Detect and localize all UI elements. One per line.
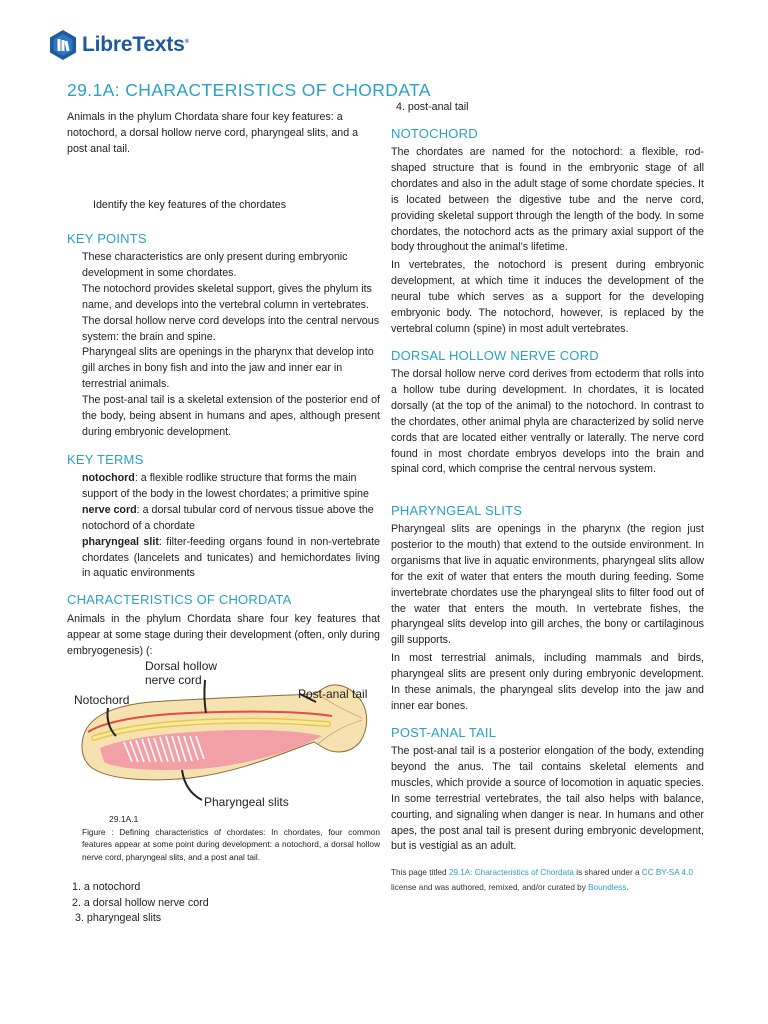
characteristics-paragraph: Animals in the phylum Chordata share four key features that appear at some stage during their development (often, only during embryogenesis) (: bbox=[67, 613, 380, 657]
figure-number: 29.1A.1 bbox=[109, 814, 139, 824]
key-term-definition: : a flexible rodlike structure that forms the main support of the body in the lowest chordates; a primitive spine bbox=[82, 472, 369, 500]
nerve-cord-leader bbox=[204, 680, 206, 713]
features-list-item: 4. post-anal tail bbox=[396, 101, 469, 113]
label-post-anal-tail: Post-anal tail bbox=[298, 687, 368, 701]
chordate-diagram bbox=[70, 658, 376, 816]
key-terms-list bbox=[82, 471, 380, 582]
notochord-paragraph-2: In vertebrates, the notochord is present during embryonic development, at which time it induces the development of the neural tube which serves as a support for the developing embryonic body. The notochord, however, is replaced by the vertebral column (spine) in most adult vertebrates. bbox=[391, 259, 704, 335]
key-term-item bbox=[82, 535, 380, 583]
nerve-cord-heading: DORSAL HOLLOW NERVE CORD bbox=[391, 348, 599, 363]
libretexts-logo-icon bbox=[48, 29, 78, 61]
label-nerve-cord-1: Dorsal hollow bbox=[145, 659, 218, 673]
author-link[interactable]: Boundless bbox=[588, 882, 627, 892]
notochord-paragraph-1: The chordates are named for the notochord: a flexible, rod-shaped structure that is found in the embryonic stage of all chordates and also in the adult stage of some chordate species. It is located between the digestive tube and the nerve cord, providing skeletal support through the length of the body. In some chordates, the notochord acts as the primary axial support of the body throughout the animal’s lifetime. bbox=[391, 146, 704, 254]
pharyngeal-paragraph-2: In most terrestrial animals, including mammals and birds, pharyngeal slits are present only during embryonic development. In these animals, the pharyngeal slits develop into the jaw and inner ear bones. bbox=[391, 652, 704, 712]
features-list-item: 3. pharyngeal slits bbox=[75, 912, 162, 924]
label-notochord: Notochord bbox=[74, 693, 130, 707]
license-notice: This page titled 29.1A: Characteristics of Chordata is shared under a CC BY-SA 4.0 license and was authored, remixed, and/or curated by Boundless. bbox=[391, 868, 693, 892]
brand-name: LibreTexts® bbox=[82, 33, 189, 56]
key-point-item: The notochord provides skeletal support, gives the phylum its name, and develops into the vertebral column in vertebrates. The dorsal hollow nerve cord develops into the central nervous system: the brain and spine. bbox=[82, 282, 380, 343]
features-list bbox=[72, 880, 372, 927]
post-anal-paragraph: The post-anal tail is a posterior elongation of the body, extending beyond the anus. The tail contains skeletal elements and muscles, which provide a source of locomotion in aquatic species. In some terrestrial vertebrates, the tail also helps with balance, courting, and signaling when danger is near. In humans and other apes, the post anal tail is present during embryonic development, but is vestigial as an adult. bbox=[391, 745, 704, 853]
features-list-item: 1. a notochord bbox=[72, 881, 141, 893]
intro-paragraph: Animals in the phylum Chordata share four key features: a notochord, a dorsal hollow nerve cord, pharyngeal slits, and a post anal tail. bbox=[67, 111, 359, 155]
label-nerve-cord-2: nerve cord bbox=[145, 673, 202, 687]
notochord-heading: NOTOCHORD bbox=[391, 126, 478, 141]
pharyngeal-paragraph-1: Pharyngeal slits are openings in the pharynx (the region just posterior to the mouth) that extend to the outside environment. In organisms that live in aquatic environments, pharyngeal slits allow for the exit of water that enters the mouth during feeding. Some invertebrate chordates use the pharyngeal slits to filter food out of the water that enters the mouth. In vertebrate fishes, the pharyngeal slits develop into gill arches, the bony or cartilaginous gill supports. bbox=[391, 523, 704, 647]
key-point-item: These characteristics are only present during embryonic development in some chordates. bbox=[82, 251, 348, 279]
key-term-name: pharyngeal slit bbox=[82, 535, 159, 548]
page-title: 29.1A: CHARACTERISTICS OF CHORDATA bbox=[67, 80, 431, 100]
key-points-heading: KEY POINTS bbox=[67, 231, 147, 246]
learning-objective: Identify the key features of the chordates bbox=[93, 199, 287, 211]
key-point-item: The post-anal tail is a skeletal extension of the posterior end of the body, being absent in humans and apes, although present during embryonic development. bbox=[82, 394, 380, 438]
license-link[interactable]: CC BY-SA 4.0 bbox=[641, 868, 693, 877]
features-list-item: 2. a dorsal hollow nerve cord bbox=[72, 896, 209, 909]
page-title-link[interactable]: 29.1A: Characteristics of Chordata bbox=[448, 868, 574, 877]
figure-caption: Figure : Defining characteristics of chordates: In chordates, four common features appear at some point during development: a notochord, a dorsal hollow nerve cord, pharyngeal slits, and a post anal tail. bbox=[82, 827, 380, 862]
key-term-name: notochord bbox=[82, 472, 135, 484]
label-pharyngeal-slits: Pharyngeal slits bbox=[204, 795, 289, 809]
key-point-item: Pharyngeal slits are openings in the pharynx that develop into gill arches in bony fish and into the jaw and inner ear in terrestrial animals. bbox=[82, 346, 374, 391]
characteristics-heading: CHARACTERISTICS OF CHORDATA bbox=[67, 592, 292, 607]
pharyngeal-heading: PHARYNGEAL SLITS bbox=[391, 503, 523, 518]
key-terms-heading: KEY TERMS bbox=[67, 452, 144, 467]
key-term-name: nerve cord bbox=[82, 503, 137, 516]
key-term-definition: : a dorsal tubular cord of nervous tissue above the notochord of a chordate bbox=[82, 503, 374, 532]
key-term-item bbox=[82, 471, 380, 535]
post-anal-heading: POST-ANAL TAIL bbox=[391, 725, 497, 740]
libretexts-logo[interactable] bbox=[48, 28, 248, 62]
key-term-definition: : filter-feeding organs found in non-vertebrate chordates (lancelets and tunicates) and hemichordates living in aquatic environments bbox=[82, 535, 380, 580]
key-points-list bbox=[82, 250, 380, 441]
nerve-cord-paragraph: The dorsal hollow nerve cord derives from ectoderm that rolls into a hollow tube during development. In chordates, it is located dorsally (at the top of the animal) to the notochord. In contrast to the chordates, other animal phyla are characterized by solid nerve cords that are located either ventrally or laterally. The nerve cord found in most chordate embryos develops into the brain and spinal cord, which comprise the central nervous system. bbox=[391, 368, 704, 476]
